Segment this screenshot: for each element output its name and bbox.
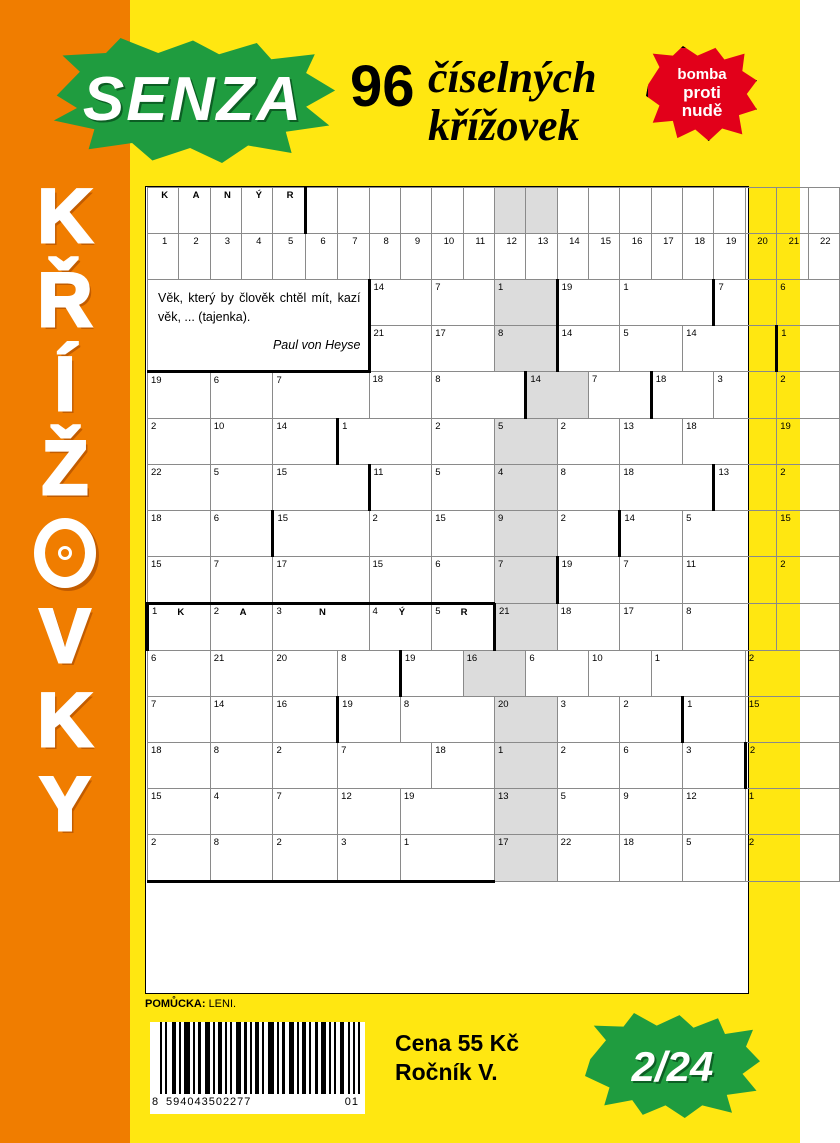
grid-cell[interactable]: 18 bbox=[148, 511, 211, 557]
grid-cell[interactable]: 15 bbox=[148, 789, 211, 835]
grid-cell[interactable]: 1 bbox=[683, 697, 746, 743]
grid-cell-shaded[interactable]: 20 bbox=[494, 697, 557, 743]
solution-letter-cell[interactable] bbox=[432, 604, 495, 651]
grid-cell[interactable]: 6 bbox=[432, 557, 495, 604]
grid-cell[interactable]: 1 bbox=[620, 280, 714, 326]
grid-cell[interactable] bbox=[808, 188, 839, 234]
grid-cell[interactable]: 17 bbox=[273, 557, 369, 604]
grid-cell[interactable]: 2 bbox=[745, 835, 839, 882]
grid-cell-shaded[interactable]: 8 bbox=[494, 326, 557, 372]
table-row bbox=[148, 835, 840, 882]
hint-label: POMŮCKA: bbox=[145, 998, 206, 1010]
grid-cell-shaded[interactable]: 1 bbox=[494, 280, 557, 326]
grid-cell-letter[interactable]: Ý bbox=[242, 188, 273, 234]
table-row bbox=[148, 789, 840, 835]
clue-author: Paul von Heyse bbox=[272, 338, 361, 352]
barcode-main-digits: 594043502277 bbox=[166, 1096, 252, 1108]
table-row bbox=[148, 419, 840, 465]
grid-cell[interactable]: 13 bbox=[714, 465, 777, 511]
solution-letter: K bbox=[177, 607, 185, 618]
grid-cell[interactable]: 6 bbox=[210, 372, 273, 419]
grid-cell[interactable] bbox=[745, 188, 776, 234]
column-number: 8 bbox=[369, 234, 400, 280]
grid-cell[interactable]: 8 bbox=[210, 743, 273, 789]
grid-cell[interactable]: 2 bbox=[745, 651, 839, 697]
grid-cell[interactable]: 18 bbox=[651, 372, 714, 419]
table-row bbox=[148, 465, 840, 511]
grid-cell[interactable] bbox=[369, 188, 400, 234]
grid-cell[interactable] bbox=[620, 188, 651, 234]
table-row bbox=[148, 188, 840, 234]
grid-cell[interactable]: 19 bbox=[400, 651, 463, 697]
grid-cell-shaded[interactable]: 4 bbox=[494, 465, 557, 511]
grid-cell[interactable]: 19 bbox=[148, 372, 211, 419]
grid-cell[interactable]: 17 bbox=[620, 604, 683, 651]
barcode-bars bbox=[150, 1022, 365, 1094]
grid-cell[interactable]: 2 bbox=[777, 465, 840, 511]
grid-cell[interactable]: 2 bbox=[620, 697, 683, 743]
grid-cell[interactable]: 15 bbox=[745, 697, 839, 743]
grid-cell[interactable]: 2 bbox=[432, 419, 495, 465]
issue-badge bbox=[585, 1013, 760, 1118]
crossword-grid bbox=[146, 187, 840, 883]
grid-cell[interactable]: 8 bbox=[432, 372, 526, 419]
grid-cell[interactable] bbox=[589, 188, 620, 234]
barcode bbox=[150, 1022, 365, 1114]
grid-cell-shaded[interactable]: 5 bbox=[494, 419, 557, 465]
grid-cell-shaded[interactable]: 14 bbox=[526, 372, 589, 419]
column-number: 6 bbox=[305, 234, 337, 280]
grid-cell[interactable] bbox=[714, 188, 745, 234]
solution-letter-cell[interactable] bbox=[369, 604, 432, 651]
spine-letter: Y bbox=[39, 762, 91, 847]
grid-cell[interactable]: 4 bbox=[210, 789, 273, 835]
grid-cell[interactable]: 12 bbox=[338, 789, 401, 835]
clue-block bbox=[148, 280, 370, 372]
promo-badge bbox=[646, 46, 758, 142]
grid-cell[interactable]: 2 bbox=[273, 743, 338, 789]
grid-cell-letter[interactable]: N bbox=[210, 188, 241, 234]
grid-cell[interactable]: 8 bbox=[557, 465, 620, 511]
grid-cell[interactable]: 2 bbox=[557, 419, 620, 465]
column-number: 9 bbox=[400, 234, 431, 280]
solution-letter-cell[interactable] bbox=[273, 604, 369, 651]
column-number: 5 bbox=[273, 234, 305, 280]
grid-cell[interactable]: 8 bbox=[400, 697, 494, 743]
grid-cell[interactable]: 1 bbox=[651, 651, 745, 697]
grid-cell[interactable]: 18 bbox=[432, 743, 495, 789]
grid-cell[interactable]: 14 bbox=[210, 697, 273, 743]
column-number: 19 bbox=[714, 234, 745, 280]
table-row bbox=[148, 651, 840, 697]
grid-cell-shaded[interactable] bbox=[494, 188, 525, 234]
puzzle-panel bbox=[145, 186, 831, 994]
column-number: 22 bbox=[808, 234, 839, 280]
grid-cell[interactable]: 5 bbox=[683, 835, 746, 882]
spine-letter: Ž bbox=[41, 426, 89, 511]
grid-cell[interactable]: 18 bbox=[557, 604, 620, 651]
grid-cell[interactable]: 3 bbox=[338, 835, 401, 882]
grid-cell[interactable] bbox=[557, 188, 588, 234]
headline-line1: číselných bbox=[428, 53, 597, 102]
grid-cell[interactable]: 7 bbox=[273, 789, 338, 835]
grid-cell[interactable]: 17 bbox=[432, 326, 495, 372]
grid-cell[interactable]: 19 bbox=[557, 557, 620, 604]
spine-letter: K bbox=[37, 174, 93, 259]
grid-cell[interactable]: 2 bbox=[557, 511, 620, 557]
grid-cell[interactable]: 14 bbox=[369, 280, 432, 326]
grid-cell-shaded[interactable]: 9 bbox=[494, 511, 557, 557]
grid-cell[interactable]: 6 bbox=[210, 511, 273, 557]
grid-cell[interactable]: 15 bbox=[273, 465, 369, 511]
grid-cell[interactable]: 18 bbox=[148, 743, 211, 789]
grid-cell-shaded[interactable]: 16 bbox=[463, 651, 526, 697]
solution-letter: A bbox=[239, 607, 247, 618]
grid-cell[interactable]: 2 bbox=[148, 419, 211, 465]
grid-cell[interactable]: 8 bbox=[683, 604, 777, 651]
grid-cell[interactable]: 18 bbox=[683, 419, 777, 465]
grid-cell[interactable]: 21 bbox=[369, 326, 432, 372]
grid-cell[interactable]: 5 bbox=[683, 511, 777, 557]
grid-cell[interactable]: 5 bbox=[620, 326, 683, 372]
column-number: 15 bbox=[589, 234, 620, 280]
badge-line3: nudě bbox=[681, 101, 723, 120]
grid-cell[interactable] bbox=[338, 188, 369, 234]
grid-cell[interactable]: 20 bbox=[273, 651, 338, 697]
column-number: 18 bbox=[683, 234, 714, 280]
grid-cell[interactable]: 18 bbox=[369, 372, 432, 419]
solution-letter-cell[interactable] bbox=[148, 604, 211, 651]
grid-cell[interactable]: 10 bbox=[589, 651, 652, 697]
grid-cell[interactable]: 6 bbox=[620, 743, 683, 789]
grid-cell[interactable]: 15 bbox=[369, 557, 432, 604]
grid-cell[interactable]: 7 bbox=[273, 372, 369, 419]
cell-number: 5 bbox=[435, 606, 441, 617]
grid-cell[interactable]: 12 bbox=[683, 789, 746, 835]
grid-cell[interactable]: 2 bbox=[777, 372, 840, 419]
grid-cell[interactable]: 14 bbox=[273, 419, 338, 465]
grid-cell[interactable]: 5 bbox=[557, 789, 620, 835]
grid-cell[interactable]: 19 bbox=[338, 697, 401, 743]
grid-cell[interactable]: 1 bbox=[745, 789, 839, 835]
table-row bbox=[148, 697, 840, 743]
price-text: Cena 55 Kč bbox=[395, 1030, 520, 1056]
grid-cell[interactable]: 2 bbox=[148, 835, 211, 882]
grid-cell[interactable]: 6 bbox=[148, 651, 211, 697]
column-number-row bbox=[148, 234, 840, 280]
spine-letter: Í bbox=[54, 342, 76, 427]
solution-letter: N bbox=[319, 607, 326, 618]
grid-cell[interactable]: 5 bbox=[210, 465, 273, 511]
grid-cell-letter[interactable]: K bbox=[148, 188, 179, 234]
badge-line1: bomba bbox=[677, 66, 727, 83]
grid-cell[interactable]: 8 bbox=[338, 651, 401, 697]
grid-cell[interactable]: 11 bbox=[683, 557, 777, 604]
grid-cell-shaded[interactable]: 1 bbox=[494, 743, 557, 789]
solution-letter-cell[interactable] bbox=[210, 604, 273, 651]
table-row bbox=[148, 372, 840, 419]
grid-cell[interactable]: 13 bbox=[620, 419, 683, 465]
clue-text: Věk, který by člověk chtěl mít, kazí věk, ... (tajenka). bbox=[158, 291, 361, 324]
grid-cell[interactable]: 14 bbox=[683, 326, 777, 372]
grid-cell[interactable]: 11 bbox=[369, 465, 432, 511]
grid-cell[interactable]: 6 bbox=[777, 280, 840, 326]
grid-cell[interactable]: 18 bbox=[620, 835, 683, 882]
grid-cell[interactable]: 15 bbox=[273, 511, 369, 557]
grid-cell-shaded[interactable]: 13 bbox=[494, 789, 557, 835]
grid-cell-shaded[interactable] bbox=[526, 188, 557, 234]
cell-number: 3 bbox=[276, 606, 282, 617]
solution-letter: R bbox=[460, 607, 468, 618]
grid-cell[interactable]: 9 bbox=[620, 789, 683, 835]
column-number: 16 bbox=[620, 234, 651, 280]
grid-cell[interactable]: 2 bbox=[745, 743, 839, 789]
grid-cell[interactable]: 1 bbox=[777, 326, 840, 372]
grid-cell-shaded[interactable]: 21 bbox=[494, 604, 557, 651]
grid-cell-letter[interactable]: R bbox=[273, 188, 305, 234]
column-number: 10 bbox=[432, 234, 463, 280]
brand-name: SENZA bbox=[82, 65, 304, 134]
grid-cell[interactable] bbox=[651, 188, 682, 234]
spine-letter-o bbox=[0, 511, 130, 595]
grid-cell[interactable]: 14 bbox=[557, 326, 620, 372]
spine-letter: Ř bbox=[37, 258, 93, 343]
solution-letter: Ý bbox=[398, 607, 406, 618]
grid-cell[interactable] bbox=[777, 604, 840, 651]
column-number: 14 bbox=[557, 234, 588, 280]
grid-cell[interactable]: 14 bbox=[620, 511, 683, 557]
column-number: 4 bbox=[242, 234, 273, 280]
grid-cell[interactable]: 7 bbox=[148, 697, 211, 743]
column-number: 20 bbox=[745, 234, 776, 280]
grid-cell[interactable]: 7 bbox=[589, 372, 652, 419]
issue-number: 2/24 bbox=[631, 1043, 714, 1090]
grid-cell[interactable]: 3 bbox=[714, 372, 777, 419]
headline-number: 96 bbox=[350, 54, 415, 119]
spine-letter: V bbox=[39, 594, 91, 679]
grid-cell[interactable]: 22 bbox=[148, 465, 211, 511]
table-row bbox=[148, 280, 840, 326]
grid-cell[interactable]: 10 bbox=[210, 419, 273, 465]
column-number: 11 bbox=[463, 234, 494, 280]
headline-line2: křížovek bbox=[428, 101, 580, 150]
grid-cell[interactable]: 16 bbox=[273, 697, 338, 743]
column-number: 13 bbox=[526, 234, 557, 280]
grid-cell[interactable]: 2 bbox=[557, 743, 620, 789]
hint-line bbox=[145, 998, 236, 1010]
grid-cell[interactable] bbox=[463, 188, 494, 234]
grid-cell[interactable] bbox=[777, 188, 808, 234]
grid-cell[interactable]: 8 bbox=[210, 835, 273, 882]
column-number: 17 bbox=[651, 234, 682, 280]
grid-cell[interactable]: 19 bbox=[400, 789, 494, 835]
grid-cell[interactable]: 1 bbox=[400, 835, 494, 882]
barcode-left-digit: 8 bbox=[152, 1096, 160, 1108]
table-row bbox=[148, 511, 840, 557]
grid-cell[interactable]: 3 bbox=[683, 743, 746, 789]
column-number: 7 bbox=[338, 234, 369, 280]
o-dot bbox=[58, 546, 72, 560]
price-block bbox=[395, 1029, 519, 1087]
table-row bbox=[148, 743, 840, 789]
solution-word-row bbox=[148, 604, 840, 651]
grid-cell[interactable]: 2 bbox=[777, 557, 840, 604]
brand-burst bbox=[48, 38, 338, 163]
grid-cell[interactable]: 3 bbox=[557, 697, 620, 743]
barcode-right-digits: 01 bbox=[344, 1096, 359, 1108]
grid-cell[interactable] bbox=[305, 188, 337, 234]
grid-cell[interactable] bbox=[683, 188, 714, 234]
grid-cell[interactable]: 21 bbox=[210, 651, 273, 697]
grid-cell[interactable]: 7 bbox=[432, 280, 495, 326]
grid-cell[interactable]: 19 bbox=[557, 280, 620, 326]
grid-cell[interactable]: 1 bbox=[338, 419, 432, 465]
grid-cell-letter[interactable]: A bbox=[179, 188, 210, 234]
cell-number: 2 bbox=[213, 606, 220, 617]
grid-cell[interactable]: 7 bbox=[338, 743, 432, 789]
grid-cell[interactable]: 2 bbox=[273, 835, 338, 882]
column-number: 21 bbox=[777, 234, 808, 280]
spine-letter: K bbox=[37, 678, 93, 763]
grid-cell[interactable]: 15 bbox=[148, 557, 211, 604]
badge-text bbox=[646, 66, 758, 120]
column-number: 12 bbox=[494, 234, 525, 280]
spine-title bbox=[0, 175, 130, 847]
grid-cell[interactable]: 15 bbox=[777, 511, 840, 557]
column-number: 1 bbox=[148, 234, 179, 280]
column-number: 2 bbox=[179, 234, 210, 280]
grid-cell[interactable]: 7 bbox=[620, 557, 683, 604]
grid-cell-shaded[interactable]: 7 bbox=[494, 557, 557, 604]
grid-cell[interactable] bbox=[400, 188, 431, 234]
grid-cell[interactable]: 5 bbox=[432, 465, 495, 511]
volume-text: Ročník V. bbox=[395, 1059, 498, 1085]
grid-cell[interactable] bbox=[432, 188, 463, 234]
column-number: 3 bbox=[210, 234, 241, 280]
table-row bbox=[148, 557, 840, 604]
cell-number: 1 bbox=[152, 606, 158, 617]
grid-cell[interactable]: 18 bbox=[620, 465, 714, 511]
grid-cell[interactable]: 15 bbox=[432, 511, 495, 557]
grid-cell[interactable]: 19 bbox=[777, 419, 840, 465]
grid-cell[interactable]: 22 bbox=[557, 835, 620, 882]
grid-cell[interactable]: 2 bbox=[369, 511, 432, 557]
hint-value: LENI. bbox=[208, 998, 237, 1010]
grid-cell-shaded[interactable]: 17 bbox=[494, 835, 557, 882]
grid-cell[interactable]: 7 bbox=[210, 557, 273, 604]
grid-cell[interactable]: 7 bbox=[714, 280, 777, 326]
badge-line2: proti bbox=[683, 83, 721, 102]
cell-number: 4 bbox=[372, 606, 378, 617]
grid-cell[interactable]: 6 bbox=[526, 651, 589, 697]
